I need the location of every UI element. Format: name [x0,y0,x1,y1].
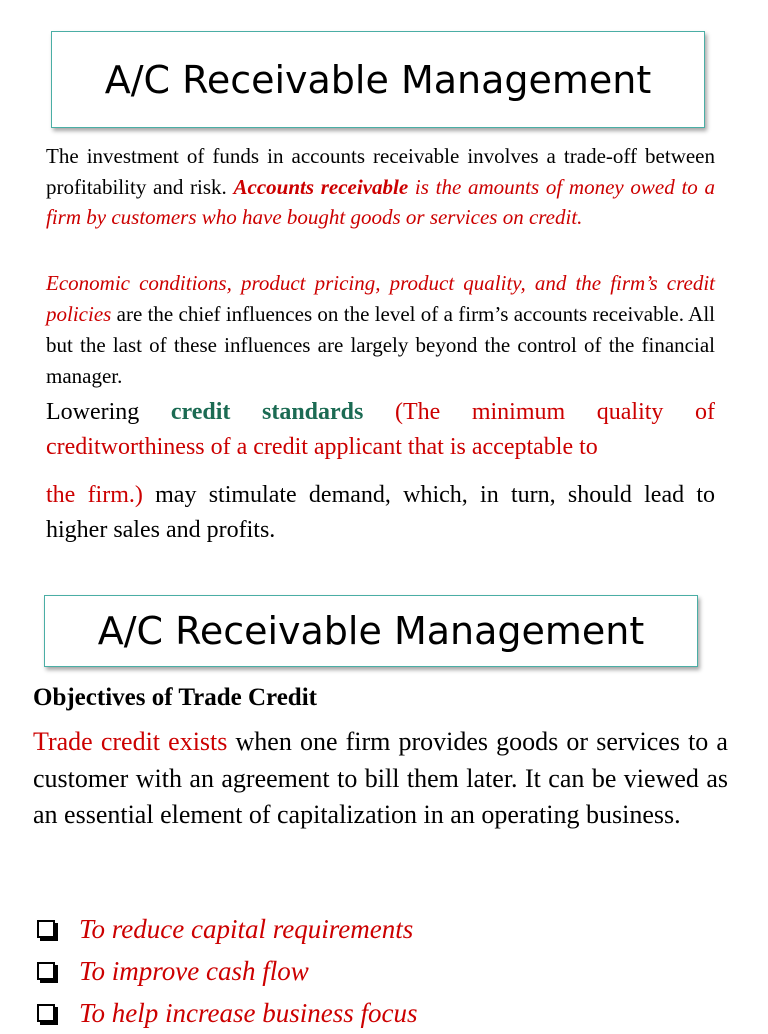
objectives-list [33,908,418,1034]
slide1-paragraph-influences [46,268,715,392]
checkbox-bullet-icon [37,1004,55,1022]
slide1-p1-definition: is the amounts of money owed to a firm by customers who have bought goods or services on credit. [46,174,715,229]
checkbox-bullet-icon [37,962,55,980]
list-item [33,950,418,992]
slide2-p1-red: Trade credit exists [33,727,228,756]
bullet-text: To improve cash flow [79,955,309,986]
slide2-title: A/C Receivable Management [44,595,698,667]
slide2-heading: Objectives of Trade Credit [33,684,317,711]
slide1-title: A/C Receivable Management [51,31,705,128]
slide1-paragraph-credit-standards [46,395,715,547]
slide1-p2-rest: are the chief influences on the level of a firm’s accounts receivable. All but the last of these influences are largely beyond the control of the financial manager. [46,302,715,388]
bullet-text: To help increase business focus [79,997,418,1028]
bullet-text: To reduce capital requirements [79,913,414,944]
slide1-p3-lead: Lowering [46,399,171,425]
slide1-p2-red: Economic conditions, product pricing, product quality, and the firm’s credit policies [46,271,715,326]
slide2-p1-rest: when one firm provides goods or services to a customer with an agreement to bill them later. It can be viewed as an essential element of capitalization in an operating business. [33,727,728,829]
list-item [33,908,418,950]
slide2-paragraph-trade-credit [33,724,728,834]
checkbox-bullet-icon [37,920,55,938]
list-item [33,992,418,1034]
slide1-p3-red-line1: (The minimum quality of creditworthiness of a credit applicant that is acceptable to [46,399,715,460]
slide1-p3-rest: may stimulate demand, which, in turn, should lead to higher sales and profits. [46,482,716,543]
slide1-p3-term: credit standards [170,399,364,425]
slide1-paragraph-investment [46,141,715,233]
slide1-p3-red-line2: the firm.) [46,482,143,508]
slide1-p1-term: Accounts receivable [233,174,409,199]
slide1-p1-plain: The investment of funds in accounts receivable involves a trade-off between profitability and risk. [46,144,715,199]
